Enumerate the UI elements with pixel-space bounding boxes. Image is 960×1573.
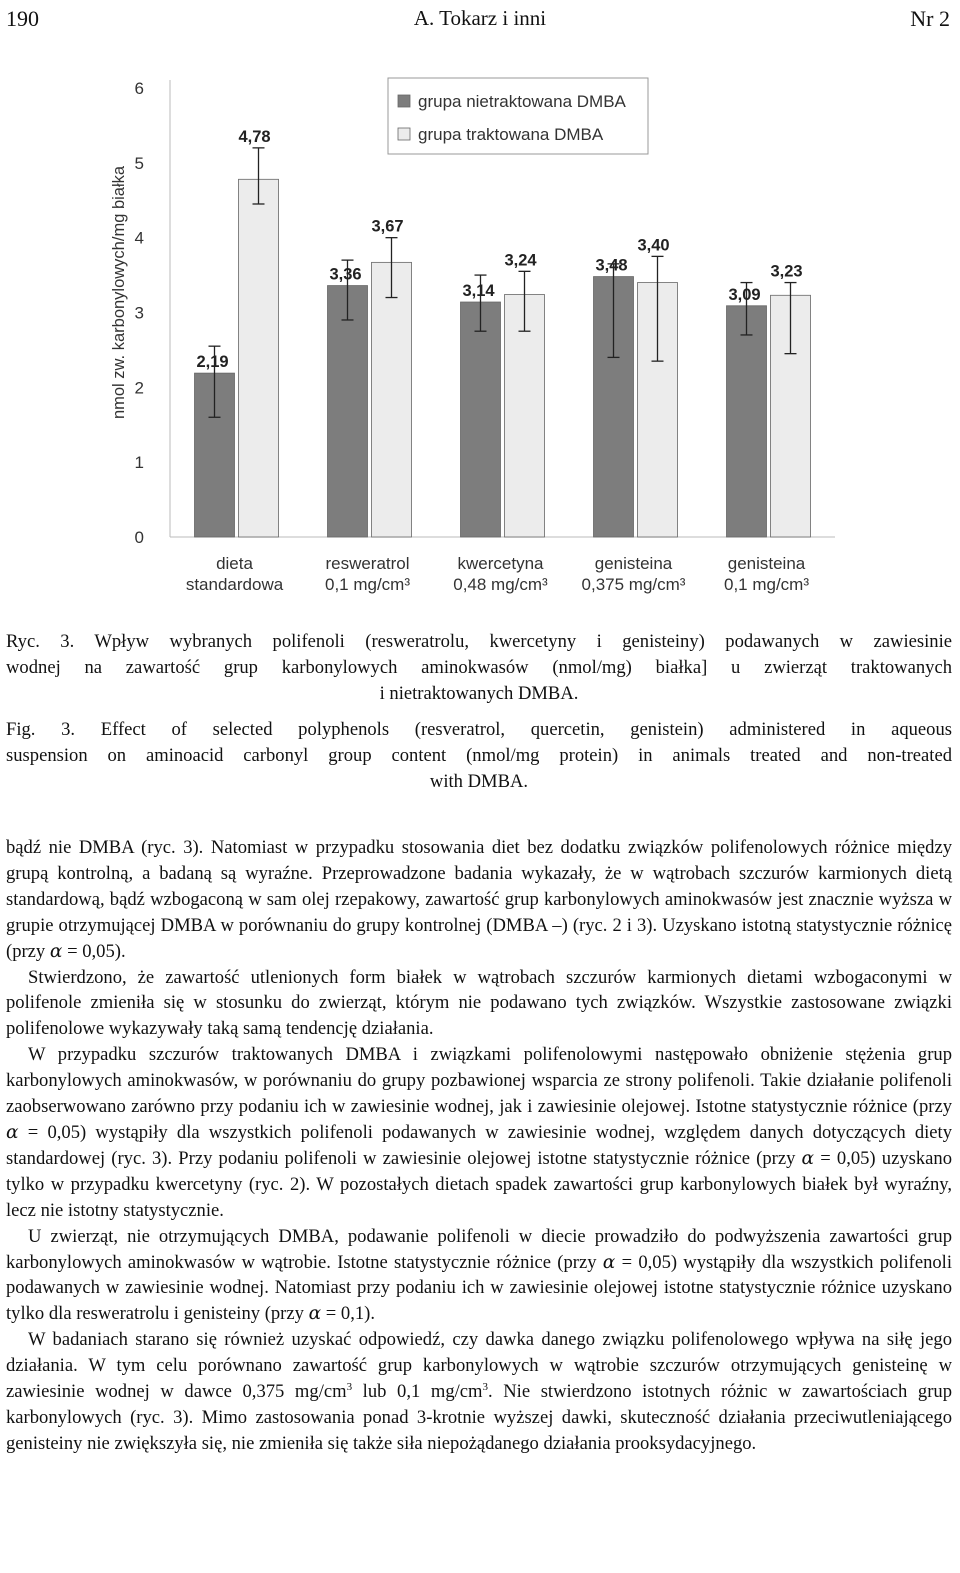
bar (239, 179, 279, 537)
bar (372, 262, 412, 537)
x-tick-label: 0,1 mg/cm³ (324, 575, 411, 594)
paragraph-4 (6, 1224, 952, 1328)
data-label: 3,40 (637, 236, 670, 255)
caption-en-line3: with DMBA. (429, 771, 529, 792)
alpha-symbol: α (602, 1251, 616, 1273)
alpha-symbol: α (308, 1303, 322, 1325)
x-tick-label: resweratrol (325, 554, 410, 573)
caption-pl-line1: Ryc. 3. Wpływ wybranych polifenoli (resweratrolu, kwercetyny i genisteiny) podawanych w zawiesinie (6, 631, 952, 652)
x-tick-label: 0,1 mg/cm³ (723, 575, 810, 594)
legend-label: grupa nietraktowana DMBA (418, 92, 626, 111)
bar-chart (100, 68, 860, 608)
paragraph-3 (6, 1042, 952, 1223)
x-tick-label: genisteina (594, 554, 673, 573)
bar (328, 286, 368, 537)
data-label: 3,36 (329, 265, 362, 284)
y-tick-label: 2 (134, 378, 144, 398)
caption-pl-line3: i nietraktowanych DMBA. (379, 683, 579, 704)
text-run: = 0,05). (62, 940, 126, 962)
x-tick-label: genisteina (727, 554, 806, 573)
legend-swatch (398, 128, 410, 140)
y-tick-label: 0 (134, 528, 144, 547)
data-label: 2,19 (196, 353, 229, 372)
issue-number: Nr 2 (910, 6, 950, 31)
page-header (0, 2, 960, 38)
alpha-symbol: α (6, 1121, 19, 1143)
y-tick-label: 3 (134, 303, 144, 323)
data-label: 3,23 (770, 262, 803, 281)
legend-swatch (398, 95, 410, 107)
caption-en-line1: Fig. 3. Effect of selected polyphenols (resveratrol, quercetin, genistein) administered in aqueous (6, 719, 952, 740)
y-tick-label: 4 (134, 228, 144, 248)
text-run: U zwierząt, nie otrzymujących DMBA, podawanie polifenoli w diecie prowadziło do podwyższenia zawartości grup karbonylowych aminokwasów w wątrobie. Istotne statystycznie różnice (przy (6, 1225, 952, 1273)
y-tick-label: 5 (134, 153, 144, 173)
caption-pl-line2: wodnej na zawartość grup karbonylowych aminokwasów (nmol/mg) białka] u zwierząt traktowanych (6, 657, 952, 678)
text-run: W badaniach starano się również uzyskać odpowiedź, czy dawka danego związku polifenolowego wpływa na siłę jego działania. W tym celu porównano zawartość grup karbonylowych w wątrobie szczurów otrzymujących genisteinę w zawiesinie wodnej w dawce 0,375 mg/cm (6, 1329, 952, 1403)
x-tick-label: kwercetyna (457, 554, 544, 573)
y-axis-title: nmol zw. karbonylowych/mg białka (110, 165, 128, 420)
y-tick-label: 6 (134, 79, 144, 98)
data-label: 3,67 (371, 217, 404, 236)
alpha-symbol: α (49, 940, 63, 962)
data-label: 3,14 (462, 282, 495, 301)
text-run: . Nie stwierdzono istotnych różnic w zawartościach grup karbonylowych (ryc. 3). Mimo zastosowania ponad 3-krotnie wyższej dawki, skuteczność działania przeciwutleniającego genisteiny nie zwiększyła się, nie zmieniła się także siła niepożądanego działania prooksydacyjnego. (6, 1381, 952, 1454)
paragraph-2: Stwierdzono, że zawartość utlenionych form białek w wątrobach szczurów karmionych dietami wzbogaconymi w polifenole zmieniła się w stosunku do zwierząt, którym nie podawano tych związków. Wszystkie zastosowane związki polifenolowe wykazywały taką samą tendencję działania. (6, 966, 952, 1040)
caption-english (6, 717, 952, 795)
bar (461, 302, 501, 537)
caption-polish (6, 629, 952, 707)
y-tick-label: 1 (134, 453, 144, 473)
x-tick-label: 0,48 mg/cm³ (453, 575, 548, 594)
page-number: 190 (6, 6, 39, 31)
superscript: 3 (346, 1381, 353, 1394)
data-label: 3,48 (595, 256, 628, 275)
text-run: = 0,1). (321, 1303, 376, 1325)
body-text (6, 835, 952, 1457)
paragraph-5 (6, 1327, 952, 1457)
data-label: 3,09 (728, 285, 761, 304)
text-run: bądź nie DMBA (ryc. 3). Natomiast w przypadku stosowania diet bez dodatku związków polifenolowych różnice między grupą kontrolną, a badaną są wyraźne. Przeprowadzone badania wykazały, że w wątrobach szczurów karmionych dietą standardową, bądź wzbogaconą w sam olej rzepakowy, zawartość grup karbonylowych aminokwasów jest znacznie wyższa w grupie otrzymującej DMBA w porównaniu do grupy kontrolnej (DMBA –) (ryc. 2 i 3). Uzyskano istotną statystycznie różnicę (przy (6, 837, 952, 962)
text-run: = 0,05) wystąpiły dla wszystkich polifenoli podawanych w zawiesinie wodnej, względem danych dotyczących diety standardowej (ryc. 3). Przy podaniu polifenoli w zawiesinie olejowej istotne statystycznie różnice (przy (6, 1121, 952, 1169)
text-run: lub 0,1 mg/cm (352, 1381, 483, 1403)
x-tick-label: 0,375 mg/cm³ (581, 575, 686, 594)
bar (727, 306, 767, 537)
text-run: W przypadku szczurów traktowanych DMBA i związkami polifenolowymi następowało obniżenie stężenia grup karbonylowych aminokwasów, w porównaniu do grupy pozbawionej wsparcia ze strony polifenoli. Takie działanie polifenoli zaobserwowano zarówno przy podaniu ich w zawiesinie wodnej, jak i zawiesinie olejowej. Istotne statystycznie różnice (przy (6, 1044, 952, 1118)
data-label: 4,78 (238, 127, 271, 146)
x-tick-label: dieta (216, 554, 253, 573)
caption-en-line2: suspension on aminoacid carbonyl group content (nmol/mg protein) in animals treated and non-treated (6, 745, 952, 766)
legend-label: grupa traktowana DMBA (418, 125, 604, 144)
x-tick-label: standardowa (185, 575, 284, 594)
running-authors: A. Tokarz i inni (413, 6, 547, 30)
text-run: = 0,05) wystąpiły dla wszystkich polifenoli podawanych w zawiesinie wodnej. Natomiast przy podaniu ich w zawiesinie olejowej istotne statystycznie różnice uzyskano tylko dla resweratrolu i genisteiny (przy (6, 1251, 952, 1325)
superscript: 3 (482, 1381, 489, 1394)
text-run: = 0,05) uzyskano tylko w przypadku kwercetyny (ryc. 2). W pozostałych dietach spadek zawartości grup karbonylowych białek był wyraźny, lecz nie istotny statystycznie. (6, 1147, 952, 1221)
data-label: 3,24 (504, 251, 537, 270)
paragraph-1 (6, 835, 952, 965)
alpha-symbol: α (801, 1147, 815, 1169)
